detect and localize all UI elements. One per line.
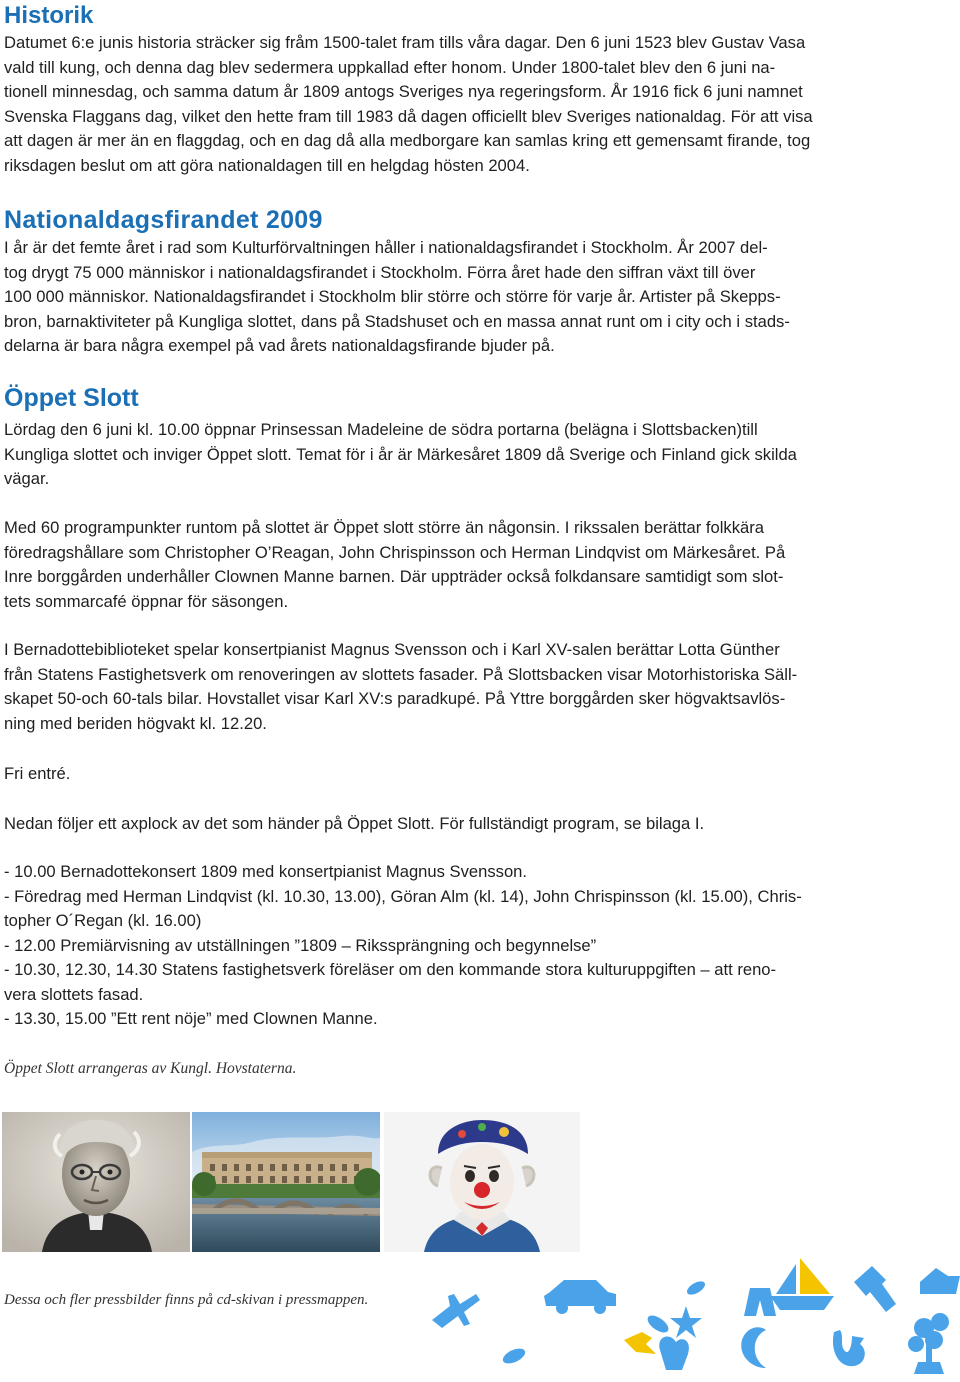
clown-photo: [384, 1112, 580, 1252]
text-line: att dagen är mer än en flaggdag, och en dag då alla medborgare kan samlas kring ett gemensamt firande, tog: [4, 131, 811, 150]
text-line: Datumet 6:e junis historia sträcker sig fråm 1500-talet fram tills våra dagar. Den 6 juni 1523 blev Gustav Vasa: [4, 33, 806, 52]
text-line: föredragshållare som Christopher O’Reagan, John Chrispinsson och Herman Lindqvist om Märkesåret. På: [4, 542, 786, 562]
moon-icon: [741, 1327, 766, 1368]
car-icon: [544, 1280, 616, 1306]
text-line: Med 60 programpunkter runtom på slottet är Öppet slott större än någonsin. I rikssalen berättar folkkära: [4, 518, 765, 537]
palace-photo: [192, 1112, 380, 1252]
boat-icon: [920, 1268, 960, 1294]
portrait-photo: [2, 1112, 190, 1252]
text-line: I Bernadottebiblioteket spelar konsertpianist Magnus Svensson och i Karl XV-salen berättar Lotta Günther: [4, 640, 780, 659]
text-line: vägar.: [4, 469, 50, 488]
bottle-icon: [854, 1266, 896, 1312]
list-item: - 12.00 Premiärvisning av utställningen ”1809 – Rikssprängning och begynnelse”: [4, 935, 597, 955]
text-line: bron, barnaktiviteter på Kungliga slottet, dans på Stadshuset och en massa annat runt om i city och i stads-: [4, 311, 790, 331]
sailboat-icon: [770, 1258, 834, 1310]
text-line: skapet 50-och 60-tals bilar. Hovstallet visar Karl XV:s paradkupé. På Yttre borggården sker högvaktsavlös-: [4, 689, 786, 708]
list-item: vera slottets fasad.: [4, 984, 144, 1004]
list-item: - 13.30, 15.00 ”Ett rent nöje” med Clownen Manne.: [4, 1009, 378, 1028]
organizer-note: Öppet Slott arrangeras av Kungl. Hovstaterna.: [4, 1060, 297, 1077]
text-line: från Statens Fastighetsverk om renoveringen av slottets fasader. På Slottsbacken visar Motorhistoriska Säll-: [4, 664, 798, 684]
oppet-slott-axplock-intro: [4, 812, 914, 837]
decorative-symbols: [420, 1258, 960, 1382]
oppet-slott-fri-entre: [4, 762, 914, 787]
text-line: Fri entré.: [4, 764, 71, 783]
text-line: tets sommarcafé öppnar för säsongen.: [4, 591, 289, 611]
trousers-icon: [744, 1288, 776, 1316]
oppet-slott-paragraph-1: [4, 418, 914, 492]
leaf-icon: [645, 1312, 672, 1336]
leaf-icon: [685, 1279, 707, 1298]
list-item: - 10.00 Bernadottekonsert 1809 med konsertpianist Magnus Svensson.: [4, 862, 528, 881]
text-line: delarna är bara några exempel på vad årets nationaldagsfirande bjuder på.: [4, 336, 555, 355]
text-line: tionell minnesdag, och samma datum år 1809 antogs Sveriges nya regeringsform. År 1916 fick 6 juni namnet: [4, 82, 803, 101]
leaf-icon: [501, 1345, 528, 1366]
text-line: Nedan följer ett axplock av det som händer på Öppet Slott. För fullständigt program, se bilaga I.: [4, 814, 705, 833]
text-line: riksdagen beslut om att göra nationaldagen till en helgdag hösten 2004.: [4, 155, 530, 175]
photos-caption: Dessa och fler pressbilder finns på cd-skivan i pressmappen.: [4, 1292, 369, 1308]
text-line: vald till kung, och denna dag blev sedermera uppkallad efter honom. Under 1800-talet blev den 6 juni na-: [4, 57, 776, 77]
list-item: - Föredrag med Herman Lindqvist (kl. 10.30, 13.00), Göran Alm (kl. 14), John Chrispinsson (kl. 15.00), Chris-: [4, 886, 802, 906]
heading-nationaldagsfirandet: Nationaldagsfirandet 2009: [4, 206, 323, 234]
mitten-icon: [659, 1336, 689, 1370]
plane-icon: [432, 1294, 480, 1328]
program-list: [4, 860, 914, 1032]
saxophone-icon: [833, 1330, 865, 1366]
text-line: Svenska Flaggans dag, vilket den hette fram till 1983 då dagen officiellt blev Sveriges nationaldag. För att visa: [4, 106, 813, 126]
text-line: ning med beriden högvakt kl. 12.20.: [4, 713, 267, 733]
oppet-slott-paragraph-2: [4, 516, 914, 614]
bird-icon: [624, 1332, 656, 1354]
heading-oppet-slott: Öppet Slott: [4, 384, 139, 412]
star-icon: [670, 1306, 702, 1338]
list-item: - 10.30, 12.30, 14.30 Statens fastighetsverk föreläser om den kommande stora kulturuppgiften – att reno-: [4, 960, 777, 979]
list-item: topher O´Regan (kl. 16.00): [4, 911, 202, 930]
oppet-slott-paragraph-3: [4, 638, 914, 736]
text-line: Inre borggården underhåller Clownen Manne barnen. Där uppträder också folkdansare samtidigt som slot-: [4, 567, 784, 586]
text-line: tog drygt 75 000 människor i nationaldagsfirandet i Stockholm. Förra året hade den siffran växt till över: [4, 262, 756, 282]
text-line: Lördag den 6 juni kl. 10.00 öppnar Prinsessan Madeleine de södra portarna (belägna i Slottsbacken)till: [4, 420, 758, 439]
heading-historik: Historik: [4, 2, 94, 29]
text-line: 100 000 människor. Nationaldagsfirandet i Stockholm blir större och större för varje år. Artister på Skepps-: [4, 287, 781, 306]
nationaldag-paragraph: [4, 236, 914, 359]
historik-paragraph: [4, 31, 914, 178]
text-line: Kungliga slottet och inviger Öppet slott. Temat för i år är Märkesåret 1809 då Sverige och Finland gick skilda: [4, 444, 797, 464]
text-line: I år är det femte året i rad som Kulturförvaltningen håller i nationaldagsfirandet i Stockholm. År 2007 del-: [4, 238, 768, 257]
